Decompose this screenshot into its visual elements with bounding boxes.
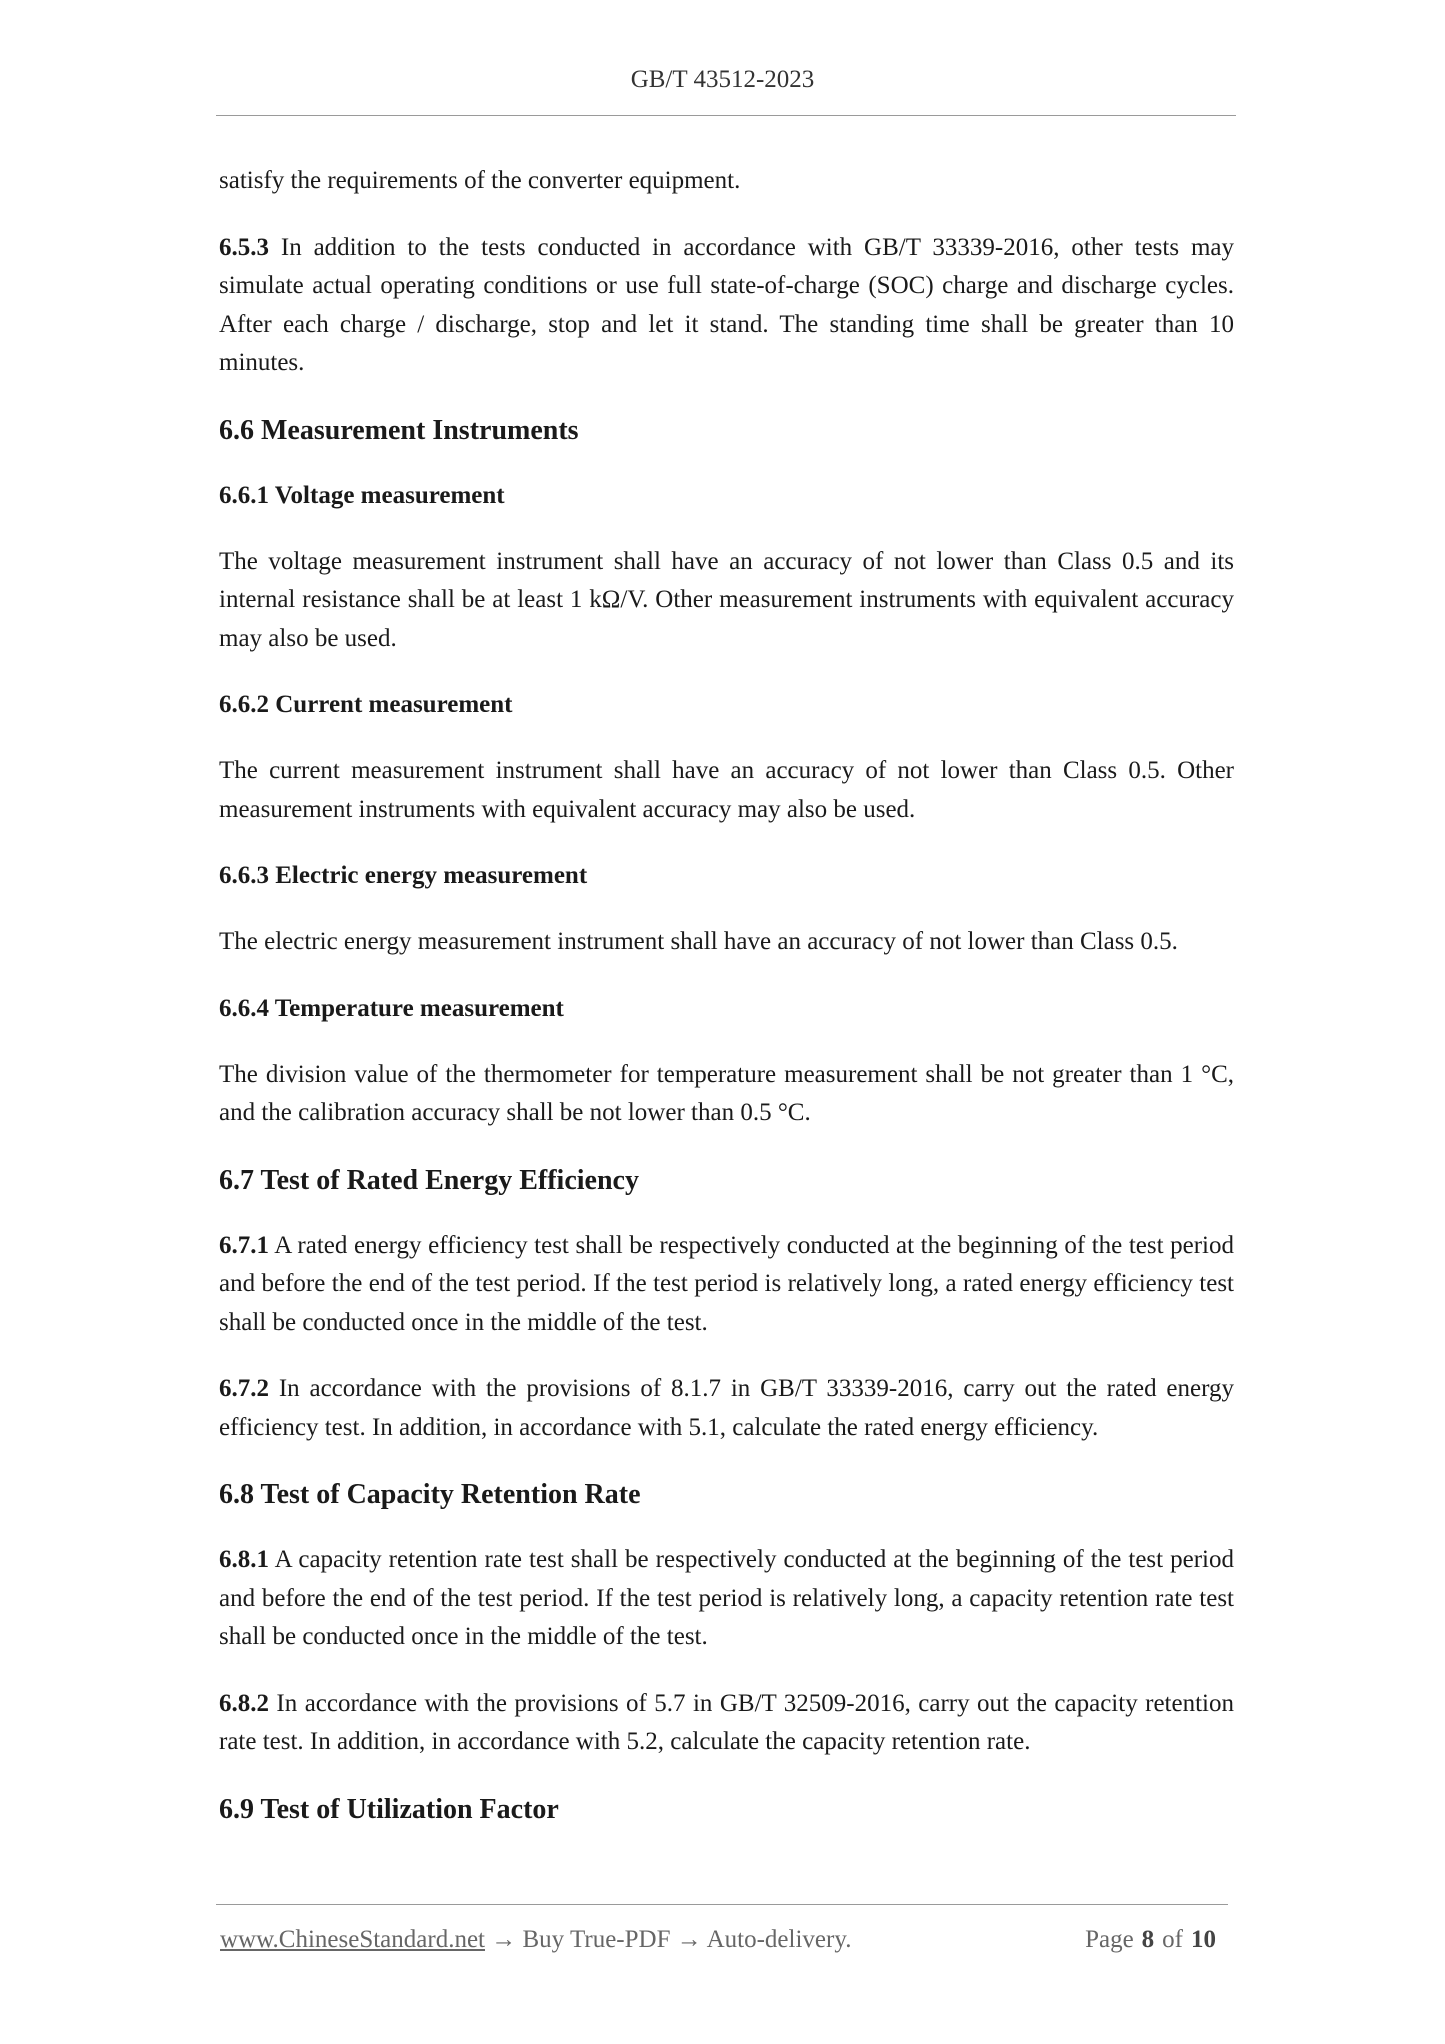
clause-6-8-2 — [219, 1685, 1234, 1762]
arrow-icon: → — [485, 1926, 523, 1953]
page-current: 8 — [1141, 1926, 1155, 1953]
clause-text: In accordance with the provisions of 5.7 in GB/T 32509-2016, carry out the capacity retention rate test. In addition, in accordance with 5.2, calculate the capacity retention rate. — [219, 1689, 1234, 1755]
clause-6-7-2 — [219, 1370, 1234, 1447]
page-number — [1085, 1926, 1224, 1954]
page-label: Page — [1085, 1926, 1134, 1953]
clause-6-8-1 — [219, 1541, 1234, 1657]
clause-number: 6.7.1 — [219, 1231, 269, 1259]
footer-rule — [216, 1904, 1228, 1905]
clause-text: A capacity retention rate test shall be respectively conducted at the beginning of the test period and before the end of the test period. If the test period is relatively long, a capacity retention rate test shall be conducted once in the middle of the test. — [219, 1546, 1234, 1650]
buy-text: Buy True-PDF — [522, 1926, 671, 1953]
clause-text: A rated energy efficiency test shall be respectively conducted at the beginning of the test period and before the end of the test period. If the test period is relatively long, a rated energy efficiency test shall be conducted once in the middle of the test. — [219, 1231, 1234, 1336]
clause-number: 6.8.2 — [219, 1689, 269, 1717]
section-6-6-4-heading: 6.6.4 Temperature measurement — [219, 994, 564, 1022]
section-6-8-heading: 6.8 Test of Capacity Retention Rate — [219, 1479, 641, 1510]
section-6-6-heading: 6.6 Measurement Instruments — [219, 414, 579, 446]
clause-number: 6.7.2 — [219, 1375, 269, 1402]
footer-promo — [220, 1926, 851, 1954]
clause-number: 6.8.1 — [219, 1546, 269, 1573]
clause-6-5-3 — [219, 229, 1234, 383]
clause-number: 6.5.3 — [219, 233, 269, 261]
section-6-6-3-heading: 6.6.3 Electric energy measurement — [219, 862, 588, 889]
delivery-text: Auto-delivery. — [706, 1926, 852, 1953]
header-doc-code: GB/T 43512-2023 — [630, 66, 815, 93]
clause-text: In accordance with the provisions of 8.1.7 in GB/T 33339-2016, carry out the rated energy efficiency test. In addition, in accordance with 5.1, calculate the rated energy efficiency. — [219, 1375, 1234, 1441]
clause-6-6-2-text: The current measurement instrument shall have an accuracy of not lower than Class 0.5. Other measurement instruments with equivalent accuracy may also be used. — [219, 757, 1234, 823]
page-total: 10 — [1191, 1926, 1216, 1953]
section-6-9-heading: 6.9 Test of Utilization Factor — [219, 1793, 559, 1825]
section-6-7-heading: 6.7 Test of Rated Energy Efficiency — [219, 1164, 639, 1196]
clause-6-6-4-text: The division value of the thermometer for temperature measurement shall be not greater than 1 °C, and the calibration accuracy shall be not lower than 0.5 °C. — [219, 1060, 1234, 1126]
section-6-6-1-heading: 6.6.1 Voltage measurement — [219, 481, 505, 509]
clause-6-6-3-text: The electric energy measurement instrument shall have an accuracy of not lower than Class 0.5. — [219, 928, 1178, 955]
clause-6-7-1 — [219, 1227, 1234, 1343]
intro-paragraph: satisfy the requirements of the converter equipment. — [219, 167, 741, 194]
page-content — [219, 162, 1234, 1856]
clause-text: In addition to the tests conducted in accordance with GB/T 33339-2016, other tests may simulate actual operating conditions or use full state-of-charge (SOC) charge and discharge cycles. After each charge / discharge, stop and let it stand. The standing time shall be greater than 10 minutes. — [219, 233, 1234, 376]
site-link[interactable]: www.ChineseStandard.net — [220, 1926, 485, 1953]
arrow-icon: → — [670, 1926, 707, 1953]
clause-6-6-1-text: The voltage measurement instrument shall have an accuracy of not lower than Class 0.5 and its internal resistance shall be at least 1 kΩ/V. Other measurement instruments with equivalent accuracy may also be used. — [219, 547, 1234, 652]
section-6-6-2-heading: 6.6.2 Current measurement — [219, 691, 513, 718]
page-of: of — [1162, 1926, 1183, 1953]
header-rule — [216, 115, 1236, 116]
